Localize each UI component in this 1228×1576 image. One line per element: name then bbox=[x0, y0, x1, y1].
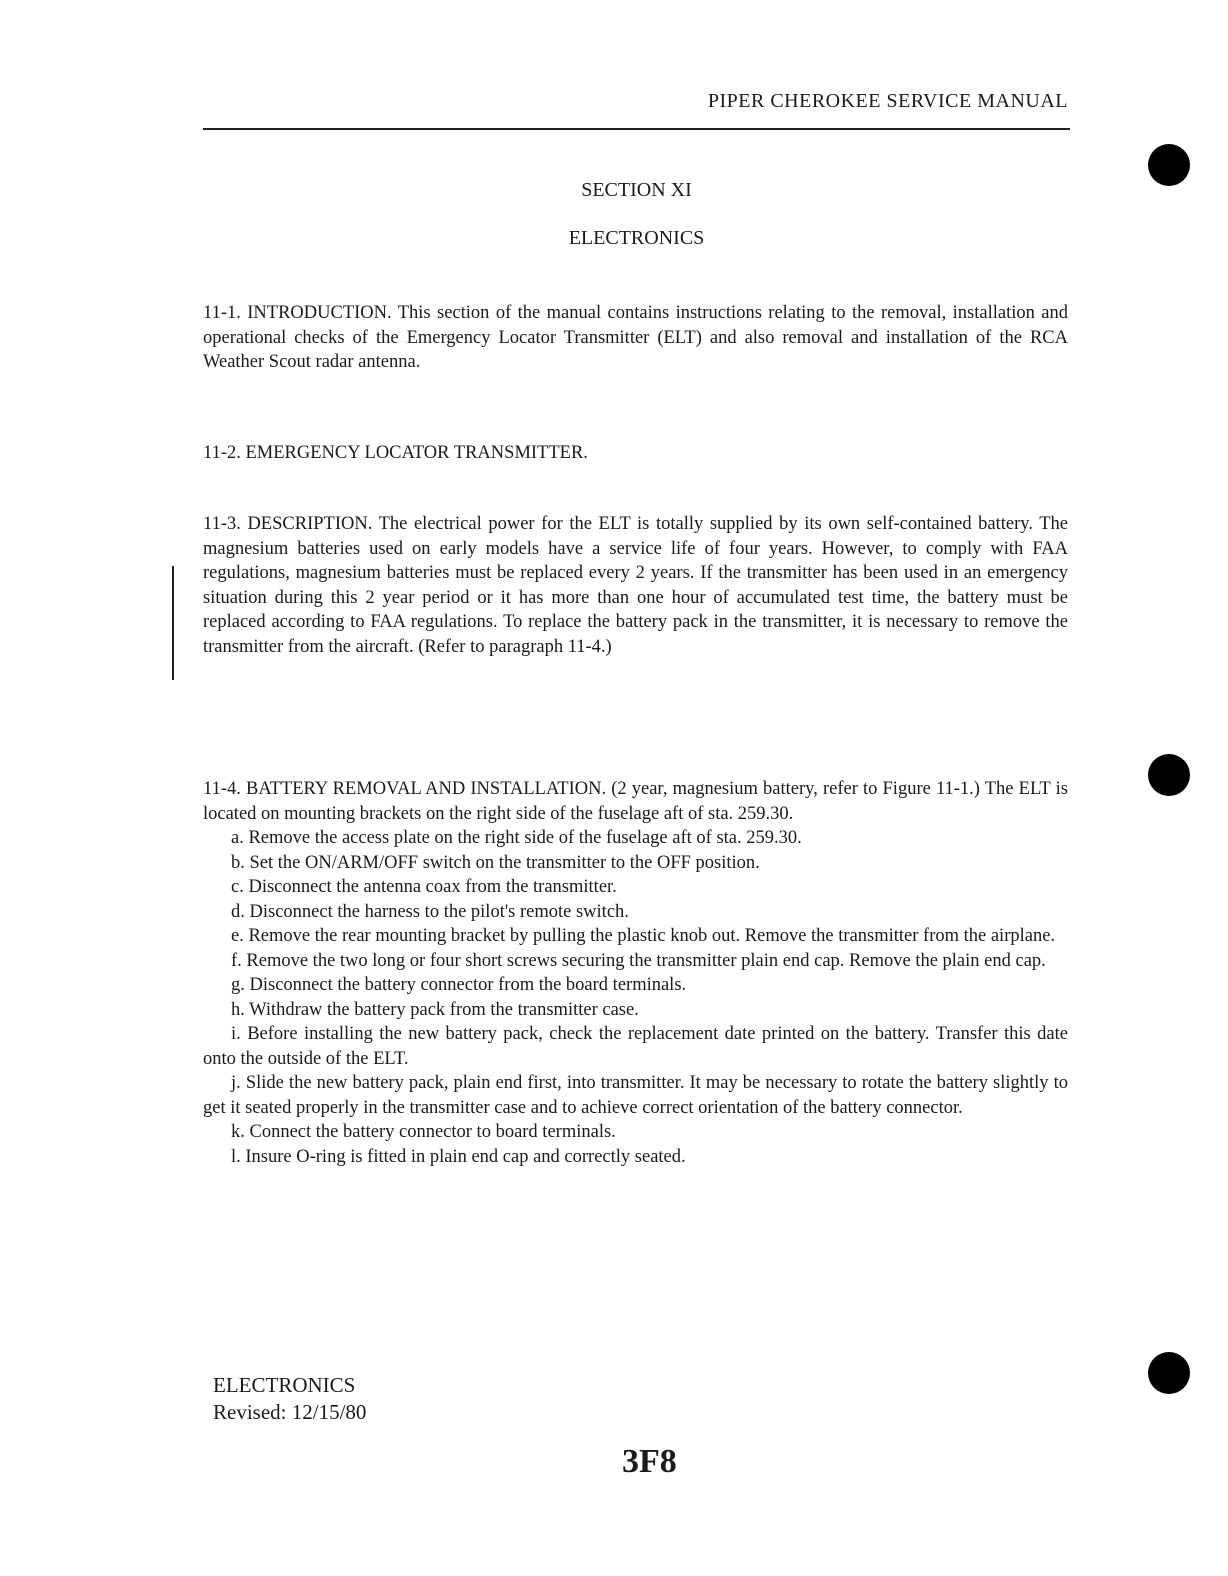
intro-paragraph: 11-1. INTRODUCTION. This section of the manual contains instructions relating to the removal, installation and operational checks of the Emergency Locator Transmitter (ELT) and also removal and installation of the RCA Weather Scout radar antenna. bbox=[203, 303, 1068, 372]
step-item: f. Remove the two long or four short screws securing the transmitter plain end cap. Remove the plain end cap. bbox=[231, 950, 1046, 971]
footer-revised: Revised: 12/15/80 bbox=[213, 1400, 367, 1424]
description-paragraph: 11-3. DESCRIPTION. The electrical power for the ELT is totally supplied by its own self-contained battery. The magnesium batteries used on early models have a service life of four years. However, to comply with FAA regulations, magnesium batteries must be replaced every 2 years. If the transmitter has been used in an emergency situation during this 2 year period or it has more than one hour of accumulated test time, the battery must be replaced according to FAA regulations. To replace the battery pack in the transmitter, it is necessary to remove the transmitter from the aircraft. (Refer to paragraph 11-4.) bbox=[203, 514, 1068, 657]
step-item: j. Slide the new battery pack, plain end first, into transmitter. It may be necessary to rotate the battery slightly to get it seated properly in the transmitter case and to achieve correct orientation of the battery connector. bbox=[203, 1073, 1068, 1118]
step-item: a. Remove the access plate on the right side of the fuselage aft of sta. 259.30. bbox=[231, 828, 802, 848]
page-footer bbox=[213, 1372, 366, 1426]
page-number: 3F8 bbox=[622, 1443, 677, 1480]
header-rule bbox=[203, 128, 1070, 130]
section-number: SECTION XI bbox=[581, 179, 692, 201]
page-header-title: PIPER CHEROKEE SERVICE MANUAL bbox=[707, 90, 1068, 112]
battery-section bbox=[203, 777, 1068, 1169]
procedure-steps bbox=[203, 826, 1068, 1169]
step-item: e. Remove the rear mounting bracket by pulling the plastic knob out. Remove the transmitter from the airplane. bbox=[231, 926, 1056, 946]
elt-heading: 11-2. EMERGENCY LOCATOR TRANSMITTER. bbox=[203, 443, 588, 463]
step-item: c. Disconnect the antenna coax from the transmitter. bbox=[231, 877, 617, 897]
binder-hole-icon bbox=[1148, 1352, 1190, 1394]
battery-paragraph: 11-4. BATTERY REMOVAL AND INSTALLATION. (2 year, magnesium battery, refer to Figure 11-1.) The ELT is located on mounting brackets on the right side of the fuselage aft of sta. 259.30. bbox=[203, 779, 1068, 824]
step-item: l. Insure O-ring is fitted in plain end cap and correctly seated. bbox=[231, 1146, 686, 1167]
step-item: h. Withdraw the battery pack from the transmitter case. bbox=[231, 999, 639, 1020]
binder-hole-icon bbox=[1148, 144, 1190, 186]
step-item: b. Set the ON/ARM/OFF switch on the transmitter to the OFF position. bbox=[231, 852, 760, 873]
binder-hole-icon bbox=[1148, 754, 1190, 796]
revision-change-bar bbox=[172, 566, 174, 680]
section-name: ELECTRONICS bbox=[568, 227, 705, 249]
step-item: i. Before installing the new battery pack, check the replacement date printed on the battery. Transfer this date onto the outside of the ELT. bbox=[203, 1024, 1068, 1069]
footer-section: ELECTRONICS bbox=[213, 1373, 356, 1397]
step-item: k. Connect the battery connector to board terminals. bbox=[231, 1122, 616, 1142]
step-item: d. Disconnect the harness to the pilot's remote switch. bbox=[231, 901, 629, 922]
step-item: g. Disconnect the battery connector from the board terminals. bbox=[231, 975, 687, 995]
